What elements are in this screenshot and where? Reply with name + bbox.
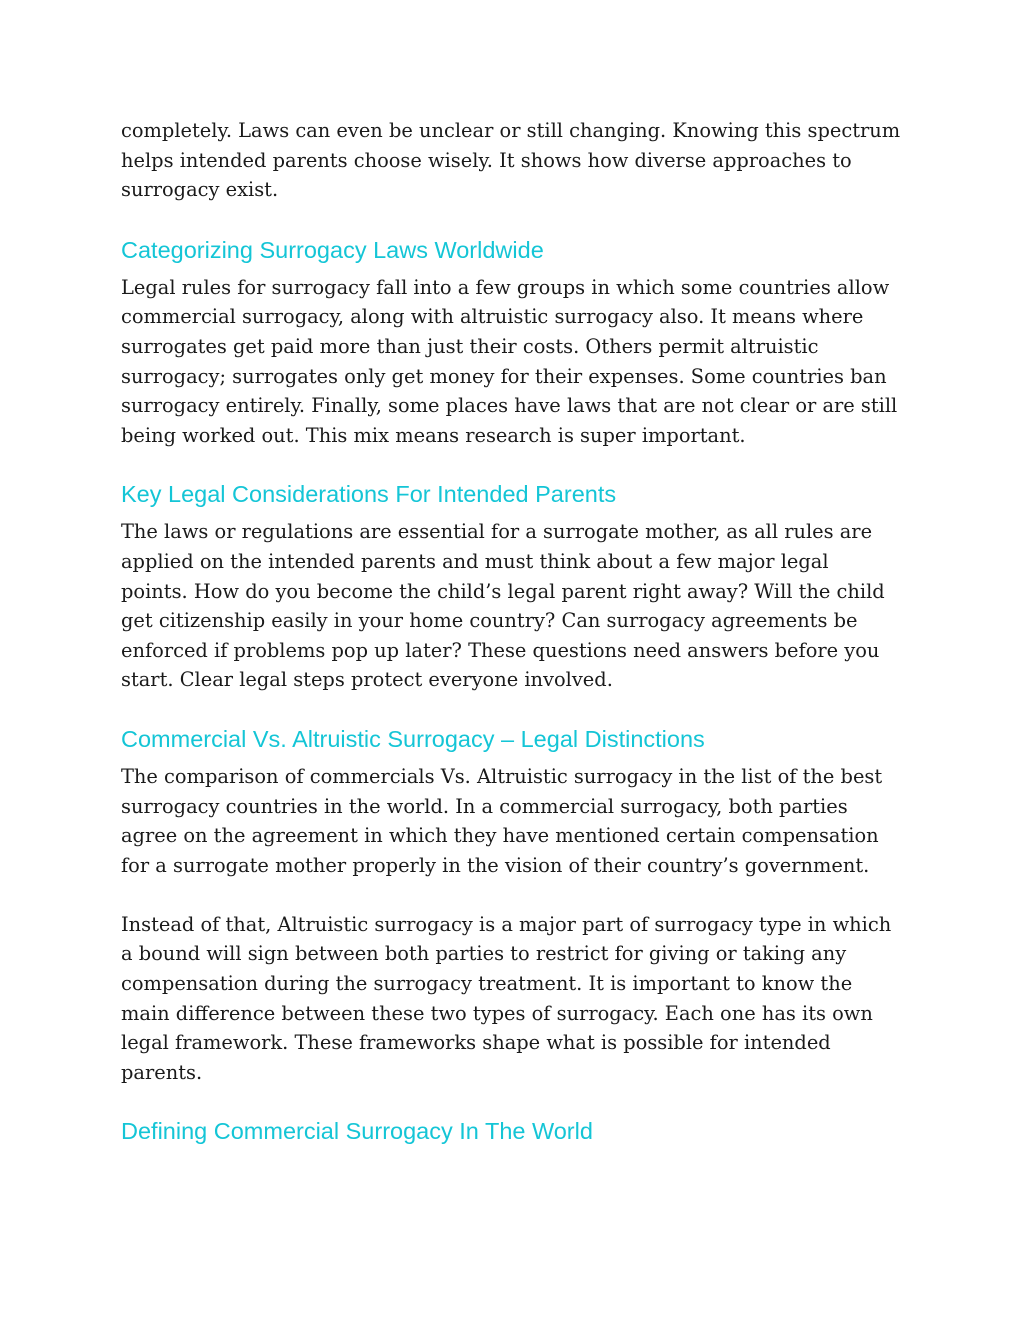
section-heading-categorizing-laws: Categorizing Surrogacy Laws Worldwide [121, 236, 544, 263]
text-line: Legal rules for surrogacy fall into a few groups in which some countries allow [121, 275, 890, 299]
text-line: points. How do you become the child’s legal parent right away? Will the child [121, 579, 885, 603]
section-paragraph [121, 273, 911, 451]
text-line: for a surrogate mother properly in the vision of their country’s government. [121, 853, 870, 877]
text-line: helps intended parents choose wisely. It shows how diverse approaches to [121, 148, 852, 172]
document-page [121, 116, 911, 1146]
section-paragraph [121, 517, 911, 695]
text-line: a bound will sign between both parties to restrict for giving or taking any [121, 942, 847, 966]
text-line: parents. [121, 1060, 203, 1084]
section-heading-defining-commercial: Defining Commercial Surrogacy In The World [121, 1118, 593, 1145]
text-line: start. Clear legal steps protect everyone involved. [121, 668, 613, 692]
text-line: surrogacy exist. [121, 178, 279, 202]
text-line: get citizenship easily in your home country? Can surrogacy agreements be [121, 609, 858, 633]
text-line: Instead of that, Altruistic surrogacy is a major part of surrogacy type in which [121, 912, 892, 936]
text-line: surrogacy countries in the world. In a commercial surrogacy, both parties [121, 794, 848, 818]
text-line: The comparison of commercials Vs. Altruistic surrogacy in the list of the best [121, 764, 883, 788]
section-paragraph [121, 762, 911, 880]
text-line: applied on the intended parents and must think about a few major legal [121, 549, 829, 573]
section-paragraph [121, 910, 911, 1088]
text-line: surrogacy entirely. Finally, some places have laws that are not clear or are still [121, 394, 898, 418]
intro-paragraph [121, 116, 911, 205]
text-line: legal framework. These frameworks shape what is possible for intended [121, 1031, 831, 1055]
text-line: The laws or regulations are essential for a surrogate mother, as all rules are [121, 520, 873, 544]
text-line: surrogates get paid more than just their costs. Others permit altruistic [121, 334, 819, 358]
section-heading-commercial-vs-altruistic: Commercial Vs. Altruistic Surrogacy – Legal Distinctions [121, 725, 705, 752]
text-line: completely. Laws can even be unclear or still changing. Knowing this spectrum [121, 119, 901, 142]
section-heading-key-legal-considerations: Key Legal Considerations For Intended Parents [121, 481, 617, 508]
text-line: main difference between these two types of surrogacy. Each one has its own [121, 1001, 873, 1025]
text-line: being worked out. This mix means research is super important. [121, 423, 746, 447]
text-line: agree on the agreement in which they have mentioned certain compensation [121, 824, 879, 848]
text-line: compensation during the surrogacy treatment. It is important to know the [121, 972, 853, 996]
text-line: commercial surrogacy, along with altruistic surrogacy also. It means where [121, 305, 864, 329]
text-line: enforced if problems pop up later? These questions need answers before you [121, 638, 880, 662]
text-line: surrogacy; surrogates only get money for their expenses. Some countries ban [121, 364, 887, 388]
